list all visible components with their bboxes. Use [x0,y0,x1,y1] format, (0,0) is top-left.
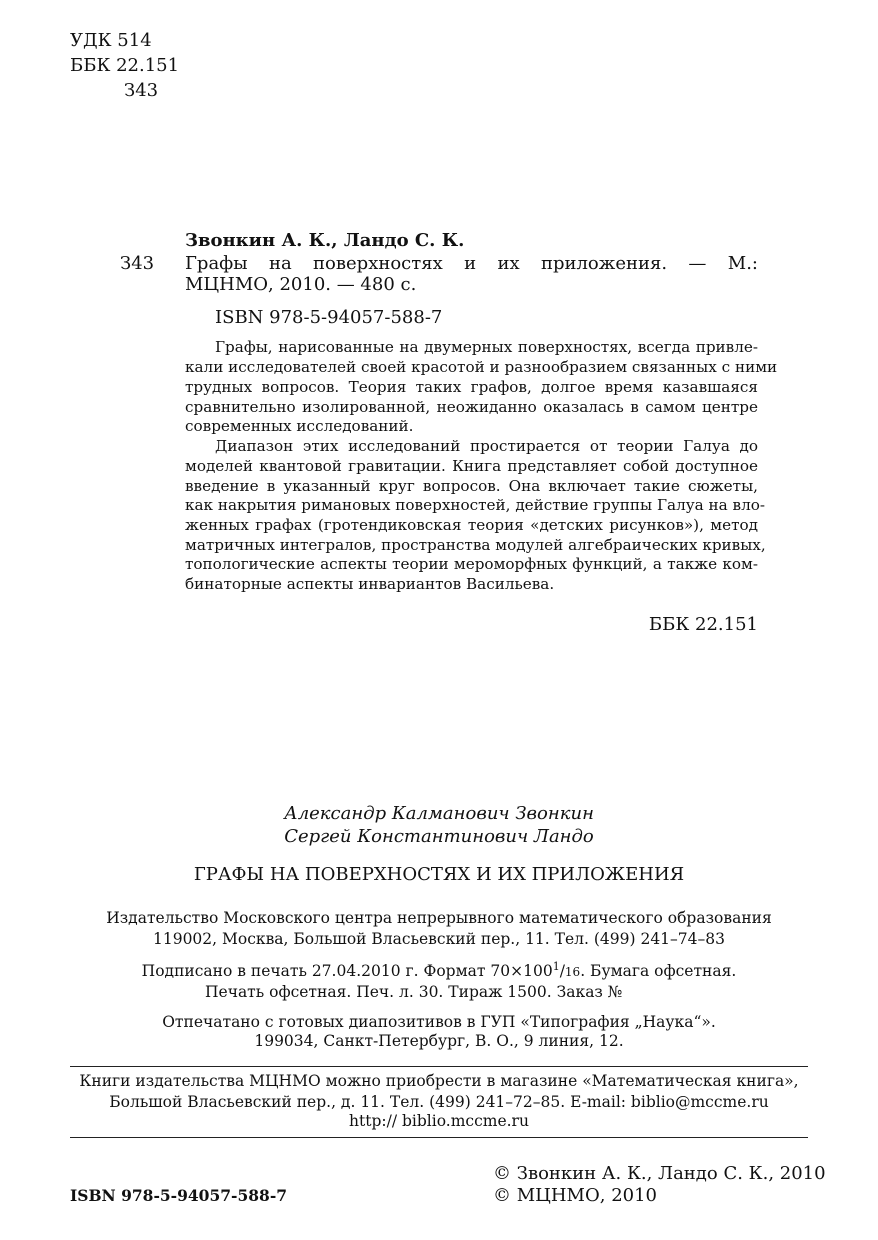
footer-isbn: ISBN 978-5-94057-588-7 [70,1186,288,1205]
abstract-line: топологические аспекты теории мероморфных функций, а также ком- [185,555,758,573]
catalog-authors: Звонкин А. К., Ландо С. К. [185,230,465,251]
printer-line1: Отпечатано с готовых диапозитивов в ГУП «Типография „Наука“». [162,1013,716,1031]
copyright-authors [493,1163,826,1184]
abstract-line: бинаторные аспекты инвариантов Васильева. [185,575,555,593]
abstract-line: женных графах (гротендиковская теория «детских рисунков»), метод [185,516,758,534]
shop-box-top-rule [70,1066,808,1067]
copyright-publisher-text: МЦНМО, 2010 [516,1185,657,1206]
print-line1-start: Подписано в печать 27.04.2010 г. Формат 70×100 [141,962,553,981]
print-fraction-numerator: 1 [552,960,560,973]
catalog-isbn: ISBN 978-5-94057-588-7 [215,307,443,328]
shop-line2: Большой Власьевский пер., д. 11. Тел. (499) 241–72–85. E-mail: biblio@mccme.ru [109,1093,769,1111]
abstract-line: сравнительно изолированной, неожиданно оказалась в самом центре [185,398,758,416]
catalog-title-line2: МЦНМО, 2010. — 480 с. [185,274,417,295]
abstract-line: как накрытия римановых поверхностей, действие группы Галуа на вло- [185,496,766,514]
imprint-author2: Сергей Константинович Ландо [284,826,594,847]
shop-url: http:// biblio.mccme.ru [349,1112,529,1130]
print-line2: Печать офсетная. Печ. л. 30. Тираж 1500. Заказ № [205,983,623,1001]
publisher-line2: 119002, Москва, Большой Власьевский пер., 11. Тел. (499) 241–74–83 [152,930,725,948]
abstract-line: современных исследований. [185,417,414,435]
print-line1: Подписано в печать 27.04.2010 г. Формат $70\times 100^1/16$. Бумага офсетная. [141,960,737,981]
catalog-mark: З43 [120,253,155,274]
print-fraction-denominator: 16 [564,965,581,980]
bbk-code: ББК 22.151 [70,55,180,76]
copyright-icon: © [493,1163,511,1184]
author-mark: З43 [124,80,159,101]
udk-code: УДК 514 [70,30,152,51]
abstract-line: моделей квантовой гравитации. Книга представляет собой доступное [185,457,758,475]
copyright-icon: © [493,1185,511,1206]
abstract-line: Диапазон этих исследований простирается от теории Галуа до [215,437,758,455]
catalog-title-line1: Графы на поверхностях и их приложения. — М.: [185,253,758,274]
shop-line1: Книги издательства МЦНМО можно приобрести в магазине «Математическая книга», [79,1072,799,1090]
shop-box-bottom-rule [70,1137,808,1138]
copyright-publisher [493,1185,657,1206]
printer-line2: 199034, Санкт-Петербург, В. О., 9 линия, 12. [254,1032,624,1050]
abstract-line: Графы, нарисованные на двумерных поверхностях, всегда привле- [215,338,758,356]
abstract-line: трудных вопросов. Теория таких графов, долгое время казавшаяся [185,378,758,396]
imprint-book-title: ГРАФЫ НА ПОВЕРХНОСТЯХ И ИХ ПРИЛОЖЕНИЯ [193,864,685,885]
abstract-line: введение в указанный круг вопросов. Она включает такие сюжеты, [185,477,758,495]
print-line1-end: . Бумага офсетная. [580,962,737,981]
abstract-line: матричных интегралов, пространства модулей алгебраических кривых, [185,536,766,554]
catalog-bbk: ББК 22.151 [648,614,758,635]
copyright-authors-text: Звонкин А. К., Ландо С. К., 2010 [516,1163,826,1184]
imprint-author1: Александр Калманович Звонкин [284,803,594,824]
abstract-line: кали исследователей своей красотой и разнообразием связанных с ними [185,358,778,376]
publisher-line1: Издательство Московского центра непрерывного математического образования [106,909,772,927]
